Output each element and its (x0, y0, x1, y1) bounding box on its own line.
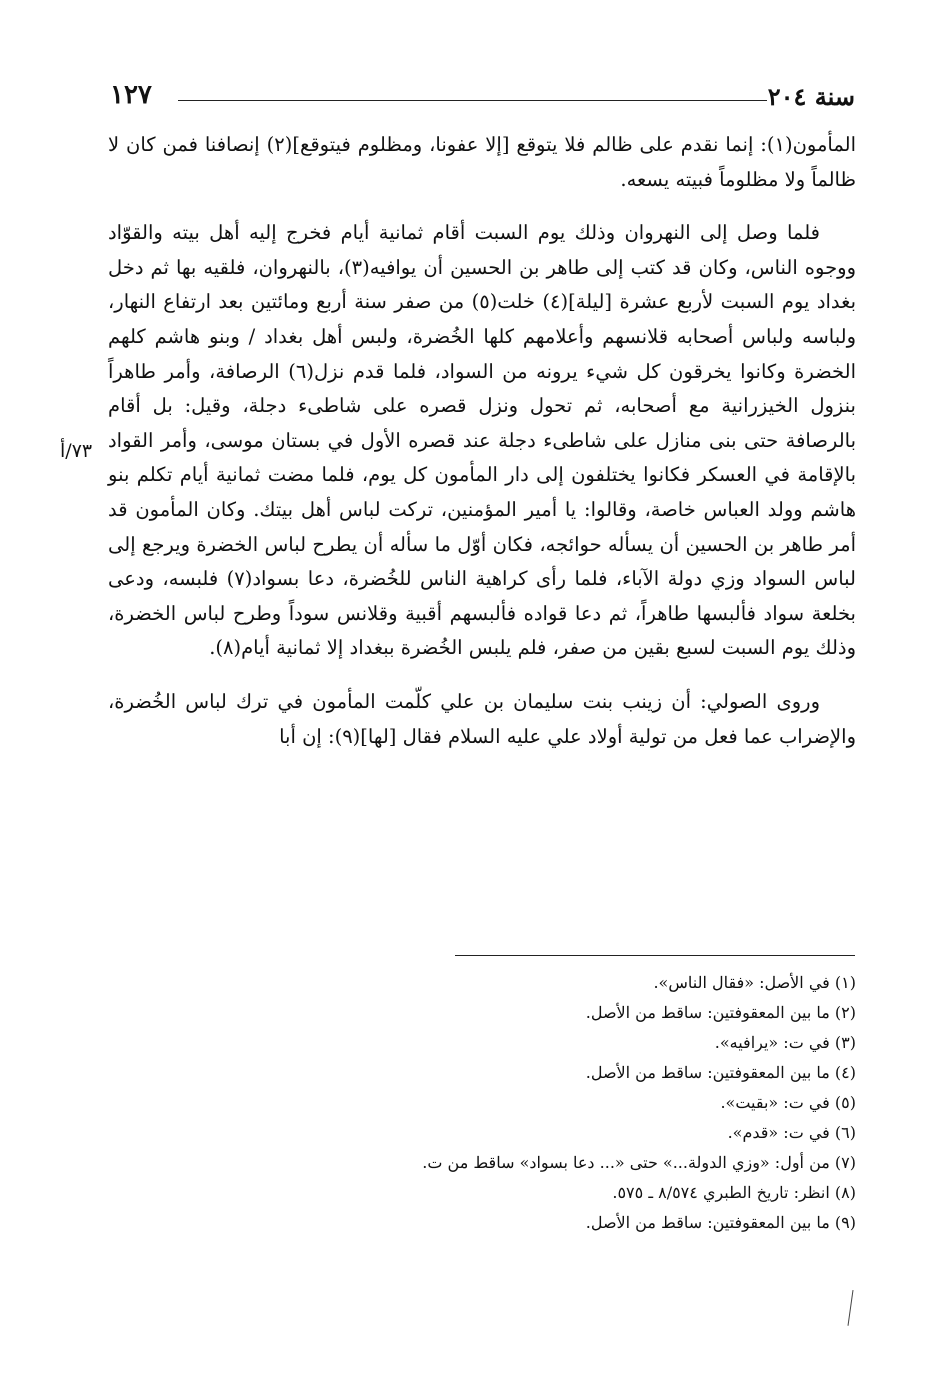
main-text (108, 128, 856, 754)
footnote-4: (٤) ما بين المعقوفتين: ساقط من الأصل. (585, 1063, 856, 1082)
footnote-7: (٧) من أول: «وزي الدولة...» حتى «... دعا بسواد» ساقط من ت. (422, 1153, 856, 1172)
paragraph-2: فلما وصل إلى النهروان وذلك يوم السبت أقام ثمانية أيام فخرج إليه أهل بيته والقوّاد ووجوه الناس، وكان قد كتب إلى طاهر بن الحسين أن يوافيه(٣)، بالنهروان، فلقيه بها ثم دخل بغداد يوم السبت لأربع عشرة [ليلة](٤) خلت(٥) من صفر سنة أربع ومائتين بعد ارتفاع النهار، ولباسه ولباس أصحابه قلانسهم وأعلامهم كلها الخُضرة، ولبس أهل بغداد / وبنو هاشم كلهم الخضرة وكانوا يخرقون كل شيء يرونه من السواد، فلما قدم نزل(٦) الرصافة، وأمر طاهراً بنزول الخيزرانية مع أصحابه، ثم تحول ونزل قصره على شاطىء دجلة، وقيل: بل أقام بالرصافة حتى بنى منازل على شاطىء دجلة عند قصره الأول في بستان موسى، وأمر القواد بالإقامة في العسكر فكانوا يختلفون إلى دار المأمون كل يوم، فلما مضت ثمانية أيام تكلم بنو هاشم وولد العباس خاصة، وقالوا: يا أمير المؤمنين، تركت لباس أهل بيتك. وكان المأمون قد أمر طاهر بن الحسين أن يسأله حوائجه، فكان أوّل ما سأله أن يطرح لباس الخضرة ويرجع إلى لباس السواد وزي دولة الآباء، فلما رأى كراهية الناس للخُضرة، دعا بسواد(٧) فلبسه، ودعى بخلعة سواد فألبسها طاهراً، ثم دعا قواده فألبسهم أقبية وقلانس سوداً وطرح لباس الخضرة، وذلك يوم السبت لسبع بقين من صفر، فلم يلبس الخُضرة ببغداد إلا ثمانية أيام(٨). (108, 221, 857, 660)
footnote-6: (٦) في ت: «قدم». (727, 1123, 856, 1142)
paragraph-3: وروى الصولي: أن زينب بنت سليمان بن علي كلّمت المأمون في ترك لباس الخُضرة، والإضراب عما فعل من تولية أولاد علي عليه السلام فقال [لها](٩): إن أبا (108, 689, 856, 748)
footnote-divider (455, 955, 855, 956)
footnote-1: (١) في الأصل: «فقال الناس». (653, 973, 856, 992)
footnote-9: (٩) ما بين المعقوفتين: ساقط من الأصل. (585, 1213, 856, 1232)
footnote-5: (٥) في ت: «بقيت». (720, 1093, 856, 1112)
footnote-3: (٣) في ت: «يرافيه». (714, 1033, 856, 1052)
manuscript-folio-note: ٧٣/أ (60, 440, 93, 462)
footnote-2: (٢) ما بين المعقوفتين: ساقط من الأصل. (585, 1003, 856, 1022)
footnotes (108, 968, 856, 1238)
scan-mark (848, 1290, 855, 1326)
footnote-8: (٨) انظر: تاريخ الطبري ٨/٥٧٤ ـ ٥٧٥. (612, 1183, 856, 1202)
paragraph-1: المأمون(١): إنما نقدم على ظالم فلا يتوقع [إلا عفونا، ومظلوم فيتوقع](٢) إنصافنا فمن كان لا ظالماً ولا مظلوماً فبيته يسعه. (108, 133, 856, 191)
header-year: سنة ٢٠٤ (767, 82, 855, 111)
header-rule (178, 100, 767, 101)
running-header (110, 78, 855, 118)
page-number: ١٢٧ (110, 80, 152, 110)
